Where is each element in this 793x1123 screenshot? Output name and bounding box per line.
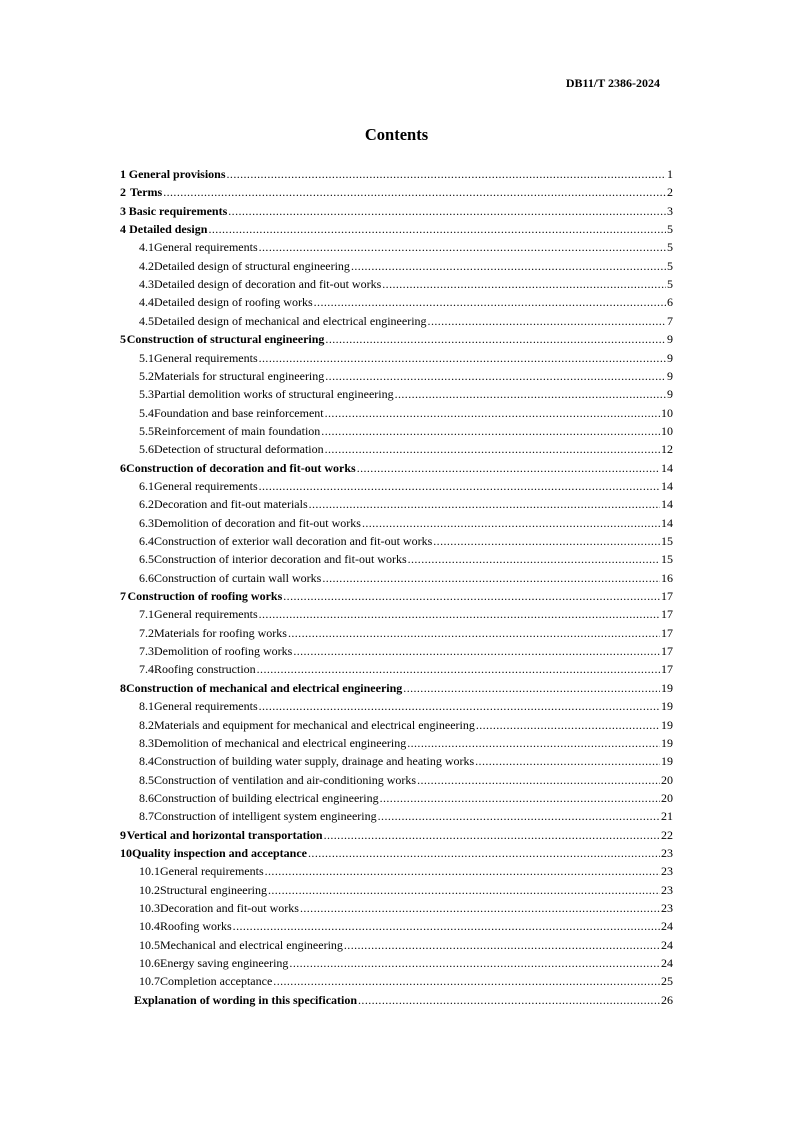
toc-section-entry[interactable] <box>139 973 673 990</box>
toc-entry-title: Construction of interior decoration and fit-out works <box>154 552 407 567</box>
toc-entry-number: 10.7 <box>139 974 160 989</box>
toc-entry-page: 24 <box>661 937 673 952</box>
toc-section-entry[interactable] <box>139 698 673 715</box>
toc-entry-page: 20 <box>661 772 673 787</box>
toc-entry-page: 12 <box>661 442 673 457</box>
toc-section-entry[interactable] <box>139 478 673 495</box>
toc-leader-dots <box>382 276 666 293</box>
toc-entry-title: Construction of ventilation and air-conditioning works <box>154 772 417 787</box>
toc-leader-dots <box>351 258 666 275</box>
toc-chapter-entry[interactable] <box>120 331 673 348</box>
toc-entry-number: 5.1 <box>139 350 154 365</box>
toc-leader-dots <box>268 882 660 899</box>
toc-entry-page: 15 <box>661 534 673 548</box>
toc-leader-dots <box>233 918 660 935</box>
toc-entry-title: Construction of building water supply, drainage and heating works <box>154 754 475 769</box>
toc-entry-page: 1 <box>667 167 673 181</box>
toc-entry-page: 10 <box>661 405 673 420</box>
toc-entry-page: 10 <box>661 423 673 438</box>
toc-entry-page: 6 <box>667 295 673 310</box>
toc-leader-dots <box>208 221 666 238</box>
toc-entry-page: 5 <box>667 222 673 237</box>
toc-section-entry[interactable] <box>139 368 673 385</box>
toc-entry-title: Detailed design of roofing works <box>154 295 313 310</box>
toc-entry-page: 23 <box>661 845 673 860</box>
toc-section-entry[interactable] <box>139 937 673 954</box>
toc-leader-dots <box>228 203 666 220</box>
toc-entry-number: 8.6 <box>139 790 154 805</box>
toc-entry-page: 17 <box>661 644 673 659</box>
toc-entry-page: 14 <box>661 497 673 512</box>
toc-chapter-entry[interactable] <box>120 166 673 183</box>
toc-entry-page: 25 <box>661 974 673 989</box>
toc-leader-dots <box>300 900 660 917</box>
toc-entry-title: Construction of curtain wall works <box>154 570 322 585</box>
toc-entry-title: Completion acceptance <box>160 974 273 989</box>
toc-leader-dots <box>325 368 666 385</box>
toc-leader-dots <box>283 588 660 605</box>
toc-leader-dots <box>288 625 660 642</box>
toc-entry-title: Structural engineering <box>160 882 267 897</box>
toc-entry-number: 4.3 <box>139 277 154 292</box>
toc-section-entry[interactable] <box>139 276 673 293</box>
toc-leader-dots <box>476 717 660 734</box>
toc-leader-dots <box>322 570 660 587</box>
toc-entry-number: 8.3 <box>139 735 154 750</box>
toc-entry-page: 19 <box>661 717 673 732</box>
toc-entry-title: Explanation of wording in this specification <box>134 992 358 1007</box>
toc-leader-dots <box>259 698 660 715</box>
toc-section-entry[interactable] <box>139 350 673 367</box>
toc-entry-title: Construction of intelligent system engineering <box>154 809 377 824</box>
toc-leader-dots <box>408 551 660 568</box>
page-title: Contents <box>364 125 429 144</box>
toc-entry-title: General provisions <box>128 167 226 181</box>
toc-entry-number: 6.1 <box>139 478 154 493</box>
toc-entry-title: Terms <box>129 185 163 200</box>
toc-entry-number: 8.1 <box>139 699 154 714</box>
toc-entry-number: 9 <box>120 827 126 842</box>
toc-leader-dots <box>325 405 660 422</box>
toc-leader-dots <box>273 973 660 990</box>
toc-section-entry[interactable] <box>139 900 673 917</box>
toc-entry-title: Roofing works <box>160 919 232 934</box>
toc-leader-dots <box>403 680 660 697</box>
toc-entry-title: Roofing construction <box>154 662 256 677</box>
toc-chapter-entry[interactable] <box>120 845 673 862</box>
toc-section-entry[interactable] <box>139 551 673 568</box>
toc-entry-page: 16 <box>661 570 673 585</box>
toc-section-entry[interactable] <box>139 386 673 403</box>
toc-entry-title: Decoration and fit-out materials <box>154 497 308 512</box>
toc-entry-number: 6.3 <box>139 515 154 530</box>
toc-entry-page: 3 <box>667 203 673 218</box>
toc-leader-dots <box>358 992 660 1009</box>
toc-section-entry[interactable] <box>139 570 673 587</box>
toc-entry-page: 19 <box>661 699 673 714</box>
toc-chapter-entry[interactable] <box>120 588 673 605</box>
toc-section-entry[interactable] <box>139 515 673 532</box>
toc-entry-number: 8.7 <box>139 809 154 824</box>
toc-entry-number: 10.5 <box>139 937 160 952</box>
toc-section-entry[interactable] <box>139 918 673 935</box>
toc-entry-page: 19 <box>661 735 673 750</box>
toc-entry-title: General requirements <box>154 350 258 365</box>
toc-leader-dots <box>344 937 660 954</box>
toc-section-entry[interactable] <box>139 625 673 642</box>
toc-entry-page: 14 <box>661 460 673 475</box>
toc-entry-title: Construction of building electrical engineering <box>154 790 379 805</box>
toc-chapter-entry[interactable] <box>120 680 673 697</box>
toc-entry-number: 5.3 <box>139 387 154 402</box>
toc-leader-dots <box>309 496 660 513</box>
toc-entry-title: Materials and equipment for mechanical and electrical engineering <box>154 717 475 732</box>
toc-entry-title: General requirements <box>154 699 258 714</box>
toc-leader-dots <box>417 772 660 789</box>
toc-entry-page: 17 <box>661 607 673 622</box>
toc-section-entry[interactable] <box>139 790 673 807</box>
toc-section-entry[interactable] <box>139 606 673 623</box>
toc-leader-dots <box>433 533 660 550</box>
toc-entry-title: Materials for roofing works <box>154 625 287 640</box>
toc-section-entry[interactable] <box>139 258 673 275</box>
toc-entry-page: 19 <box>661 680 673 695</box>
toc-chapter-entry[interactable] <box>120 221 673 238</box>
toc-entry-title: Vertical and horizontal transportation <box>126 827 323 842</box>
toc-entry-number: 7.3 <box>139 644 154 659</box>
toc-entry-page: 23 <box>661 901 673 915</box>
toc-section-entry[interactable] <box>139 753 673 770</box>
toc-entry-number: 2 <box>120 185 126 200</box>
toc-entry-page: 5 <box>667 277 673 292</box>
toc-section-entry[interactable] <box>139 955 673 972</box>
toc-entry-number: 10 <box>120 845 132 860</box>
toc-entry-number: 5.4 <box>139 405 154 420</box>
toc-section-entry[interactable] <box>139 533 673 550</box>
toc-entry-page: 9 <box>667 368 673 383</box>
toc-entry-number: 10.4 <box>139 919 160 934</box>
toc-entry-page: 14 <box>661 515 673 530</box>
toc-entry-page: 24 <box>661 919 673 934</box>
toc-entry-number: 6.2 <box>139 497 154 512</box>
toc-leader-dots <box>259 239 666 256</box>
toc-section-entry[interactable] <box>139 239 673 256</box>
toc-entry-title: General requirements <box>154 607 258 622</box>
toc-entry-number: 6.4 <box>139 534 154 548</box>
toc-leader-dots <box>407 735 660 752</box>
toc-entry-page: 14 <box>661 478 673 493</box>
toc-section-entry[interactable] <box>139 294 673 311</box>
toc-entry-number: 5.2 <box>139 368 154 383</box>
toc-leader-dots <box>257 661 660 678</box>
toc-leader-dots <box>428 313 666 330</box>
toc-entry-title: Detailed design of mechanical and electrical engineering <box>154 313 427 328</box>
toc-entry-number: 8.4 <box>139 754 154 769</box>
toc-leader-dots <box>324 827 660 844</box>
toc-entry-page: 7 <box>667 313 673 328</box>
toc-entry-title: Energy saving engineering <box>160 956 289 971</box>
toc-entry-number: 4.4 <box>139 295 154 310</box>
toc-section-entry[interactable] <box>139 643 673 660</box>
toc-section-entry[interactable] <box>139 882 673 899</box>
toc-entry-number: 5 <box>120 332 126 347</box>
toc-entry-number: 7.4 <box>139 662 154 677</box>
toc-leader-dots <box>395 386 666 403</box>
toc-entry-page: 17 <box>661 589 673 604</box>
toc-leader-dots <box>325 331 666 348</box>
toc-leader-dots <box>357 460 660 477</box>
toc-section-entry[interactable] <box>139 772 673 789</box>
toc-entry-number: 7 <box>120 589 126 604</box>
toc-section-entry[interactable] <box>139 405 673 422</box>
toc-entry-number: 5.6 <box>139 442 154 457</box>
toc-entry-title: Detection of structural deformation <box>154 442 324 457</box>
toc-entry-number: 5.5 <box>139 423 154 438</box>
toc-entry-page: 17 <box>661 662 673 677</box>
toc-entry-title: Construction of decoration and fit-out works <box>126 460 356 475</box>
toc-entry-title: Detailed design of decoration and fit-out works <box>154 277 382 292</box>
toc-entry-page: 5 <box>667 240 673 255</box>
toc-entry-title: Construction of roofing works <box>127 589 283 604</box>
toc-entry-number: 4.1 <box>139 240 154 255</box>
toc-entry-title: Partial demolition works of structural engineering <box>154 387 394 402</box>
toc-entry-title: Basic requirements <box>128 203 228 218</box>
toc-chapter-entry[interactable] <box>120 827 673 844</box>
toc-leader-dots <box>321 423 660 440</box>
toc-entry-number: 8 <box>120 680 126 695</box>
toc-entry-title: Demolition of mechanical and electrical engineering <box>154 735 407 750</box>
toc-entry-page: 21 <box>661 809 673 824</box>
toc-leader-dots <box>259 606 660 623</box>
toc-section-entry[interactable] <box>139 808 673 825</box>
toc-entry-page: 20 <box>661 790 673 805</box>
toc-entry-page: 9 <box>667 332 673 347</box>
toc-entry-title: Detailed design <box>129 222 208 237</box>
toc-entry-page: 26 <box>661 992 673 1007</box>
toc-entry-number: 10.1 <box>139 864 160 879</box>
toc-leader-dots <box>163 184 666 201</box>
toc-section-entry[interactable] <box>139 717 673 734</box>
toc-entry-title: Construction of mechanical and electrical engineering <box>126 680 403 695</box>
document-code: DB11/T 2386-2024 <box>565 76 660 90</box>
toc-entry-title: Demolition of decoration and fit-out works <box>154 515 361 530</box>
toc-entry-page: 5 <box>667 258 673 273</box>
toc-leader-dots <box>325 441 660 458</box>
toc-entry-number: 4 <box>120 222 126 237</box>
toc-leader-dots <box>289 955 660 972</box>
toc-appendix-entry[interactable] <box>134 992 673 1009</box>
toc-section-entry[interactable] <box>139 313 673 330</box>
toc-leader-dots <box>293 643 660 660</box>
toc-entry-title: General requirements <box>154 478 258 493</box>
toc-leader-dots <box>378 808 660 825</box>
toc-entry-title: Reinforcement of main foundation <box>154 423 321 438</box>
toc-entry-page: 22 <box>661 827 673 842</box>
toc-entry-number: 8.2 <box>139 717 154 732</box>
toc-entry-title: Construction of exterior wall decoration and fit-out works <box>154 534 433 548</box>
toc-entry-title: Materials for structural engineering <box>154 368 325 383</box>
toc-entry-page: 2 <box>667 185 673 200</box>
toc-entry-title: Mechanical and electrical engineering <box>160 937 343 952</box>
toc-entry-number: 10.2 <box>139 882 160 897</box>
toc-entry-page: 9 <box>667 350 673 365</box>
toc-entry-number: 10.3 <box>139 901 160 915</box>
toc-entry-number: 4.5 <box>139 313 154 328</box>
toc-section-entry[interactable] <box>139 423 673 440</box>
toc-entry-number: 6.5 <box>139 552 154 567</box>
toc-entry-number: 4.2 <box>139 258 154 273</box>
toc-entry-page: 15 <box>661 552 673 567</box>
toc-leader-dots <box>314 294 666 311</box>
toc-chapter-entry[interactable] <box>120 460 673 477</box>
toc-section-entry[interactable] <box>139 863 673 880</box>
toc-entry-number: 6.6 <box>139 570 154 585</box>
toc-entry-number: 10.6 <box>139 956 160 971</box>
toc-chapter-entry[interactable] <box>120 203 673 220</box>
toc-entry-title: Detailed design of structural engineering <box>154 258 350 273</box>
toc-entry-number: 7.2 <box>139 625 154 640</box>
toc-entry-number: 7.1 <box>139 607 154 622</box>
toc-leader-dots <box>265 863 660 880</box>
toc-entry-title: Demolition of roofing works <box>154 644 293 659</box>
toc-leader-dots <box>475 753 660 770</box>
toc-entry-number: 1 <box>120 167 126 181</box>
toc-entry-title: Decoration and fit-out works <box>160 901 299 915</box>
toc-entry-number: 3 <box>120 203 126 218</box>
toc-entry-title: Quality inspection and acceptance <box>132 845 308 860</box>
toc-leader-dots <box>308 845 660 862</box>
toc-entry-title: Foundation and base reinforcement <box>154 405 324 420</box>
toc-leader-dots <box>227 166 666 183</box>
toc-entry-title: Construction of structural engineering <box>126 332 325 347</box>
toc-entry-title: General requirements <box>154 240 258 255</box>
toc-entry-title: General requirements <box>160 864 264 879</box>
toc-leader-dots <box>380 790 660 807</box>
toc-entry-page: 23 <box>661 864 673 879</box>
toc-leader-dots <box>259 478 660 495</box>
toc-section-entry[interactable] <box>139 441 673 458</box>
toc-leader-dots <box>259 350 666 367</box>
toc-section-entry[interactable] <box>139 496 673 513</box>
toc-entry-number: 6 <box>120 460 126 475</box>
toc-section-entry[interactable] <box>139 661 673 678</box>
toc-entry-page: 9 <box>667 387 673 402</box>
toc-entry-number: 8.5 <box>139 772 154 787</box>
toc-entry-page: 19 <box>661 754 673 769</box>
toc-leader-dots <box>362 515 660 532</box>
toc-section-entry[interactable] <box>139 735 673 752</box>
toc-chapter-entry[interactable] <box>120 184 673 201</box>
toc-entry-page: 23 <box>661 882 673 897</box>
toc-entry-page: 17 <box>661 625 673 640</box>
toc-entry-page: 24 <box>661 956 673 971</box>
